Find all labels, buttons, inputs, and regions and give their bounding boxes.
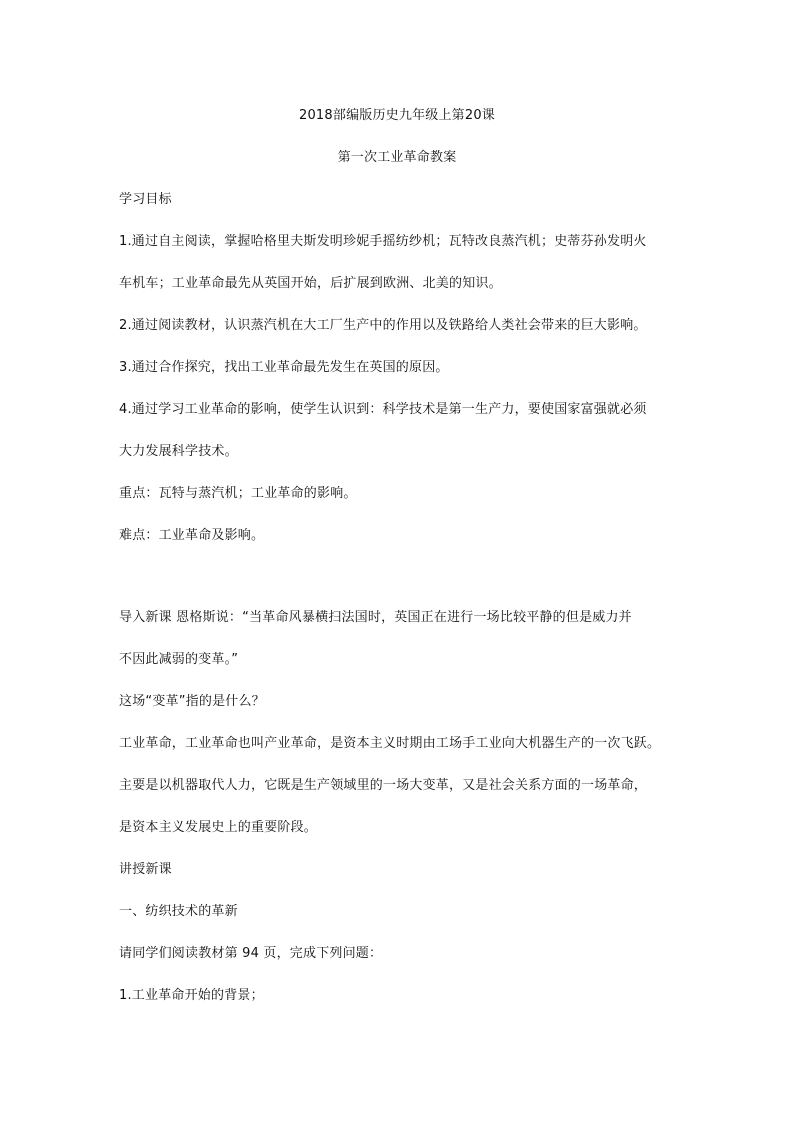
objective-line-2: 车机车；工业革命最先从英国开始，后扩展到欧洲、北美的知识。	[119, 276, 502, 291]
document-subtitle: 第一次工业革命教案	[337, 150, 457, 165]
question-item-1: 1.工业革命开始的背景；	[119, 988, 264, 1003]
intro-line-2: 不因此减弱的变革。”	[119, 652, 239, 667]
question-line: 这场“变革”指的是什么？	[119, 694, 265, 709]
objectives-heading: 学习目标	[119, 192, 172, 207]
reading-task: 请同学们阅读教材第 94 页，完成下列问题：	[119, 946, 383, 961]
intro-line-1: 导入新课 恩格斯说：“当革命风暴横扫法国时，英国正在进行一场比较平静的但是威力并	[119, 610, 632, 625]
objective-line-1: 1.通过自主阅读，掌握哈格里夫斯发明珍妮手摇纺纱机；瓦特改良蒸汽机；史蒂芬孙发明火	[119, 234, 647, 249]
key-points: 重点：瓦特与蒸汽机；工业革命的影响。	[119, 486, 357, 501]
section-heading: 一、纺织技术的革新	[119, 904, 238, 919]
objective-line-6: 大力发展科学技术。	[119, 444, 238, 459]
definition-line-3: 是资本主义发展史上的重要阶段。	[119, 820, 318, 835]
objective-line-5: 4.通过学习工业革命的影响，使学生认识到：科学技术是第一生产力，要使国家富强就必须	[119, 402, 647, 417]
definition-line-2: 主要是以机器取代人力，它既是生产领域里的一场大变革，又是社会关系方面的一场革命，	[119, 778, 648, 793]
objective-line-4: 3.通过合作探究，找出工业革命最先发生在英国的原因。	[119, 360, 449, 375]
lesson-heading: 讲授新课	[119, 862, 172, 877]
document-title: 2018部编版历史九年级上第20课	[298, 108, 496, 123]
objective-line-3: 2.通过阅读教材，认识蒸汽机在大工厂生产中的作用以及铁路给人类社会带来的巨大影响。	[119, 318, 647, 333]
difficult-points: 难点：工业革命及影响。	[119, 528, 265, 543]
definition-line-1: 工业革命，工业革命也叫产业革命，是资本主义时期由工场手工业向大机器生产的一次飞跃。	[119, 736, 661, 751]
